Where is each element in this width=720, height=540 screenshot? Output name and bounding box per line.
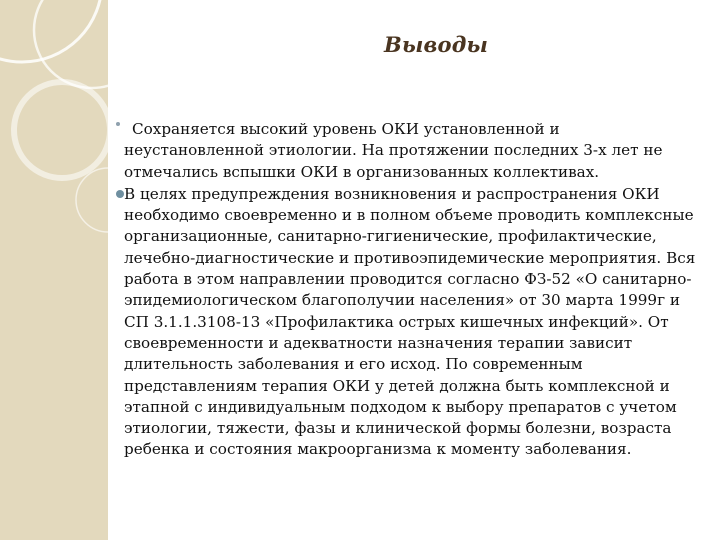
bullet-item [124, 119, 696, 183]
bullet-item [124, 184, 696, 461]
decorative-circles [0, 0, 108, 540]
slide-body [124, 119, 696, 461]
decorative-sidebar [0, 0, 108, 540]
bullet-text: Сохраняется высокий уровень ОКИ установленной и неустановленной этиологии. На протяжении последних 3-х лет не отмечались вспышки ОКИ в организованных коллективах. [124, 120, 663, 181]
slide-title: Выводы [384, 32, 489, 57]
bullet-text: В целях предупреждения возникновения и распространения ОКИ необходимо своевременно и в полном объеме проводить комплексные организационные, санитарно-гигиенические, профилактические, лечебно-диагностические и противоэпидемические мероприятия. Вся работа в этом направлении проводится согласно ФЗ-52 «О санитарно-эпидемиологическом благополучии населения» от 30 марта 1999г и СП 3.1.1.3108-13 «Профилактика острых кишечных инфекций». От своевременности и адекватности назначения терапии зависит длительность заболевания и его исход. По современным представлениям терапия ОКИ у детей должна быть комплексной и этапной с индивидуальным подходом к выбору препаратов с учетом этиологии, тяжести, фазы и клинической формы болезни, возраста ребенка и состояния макроорганизма к моменту заболевания. [124, 184, 696, 459]
bullet-dot-icon [116, 122, 120, 126]
bullet-dot-icon [116, 190, 124, 198]
